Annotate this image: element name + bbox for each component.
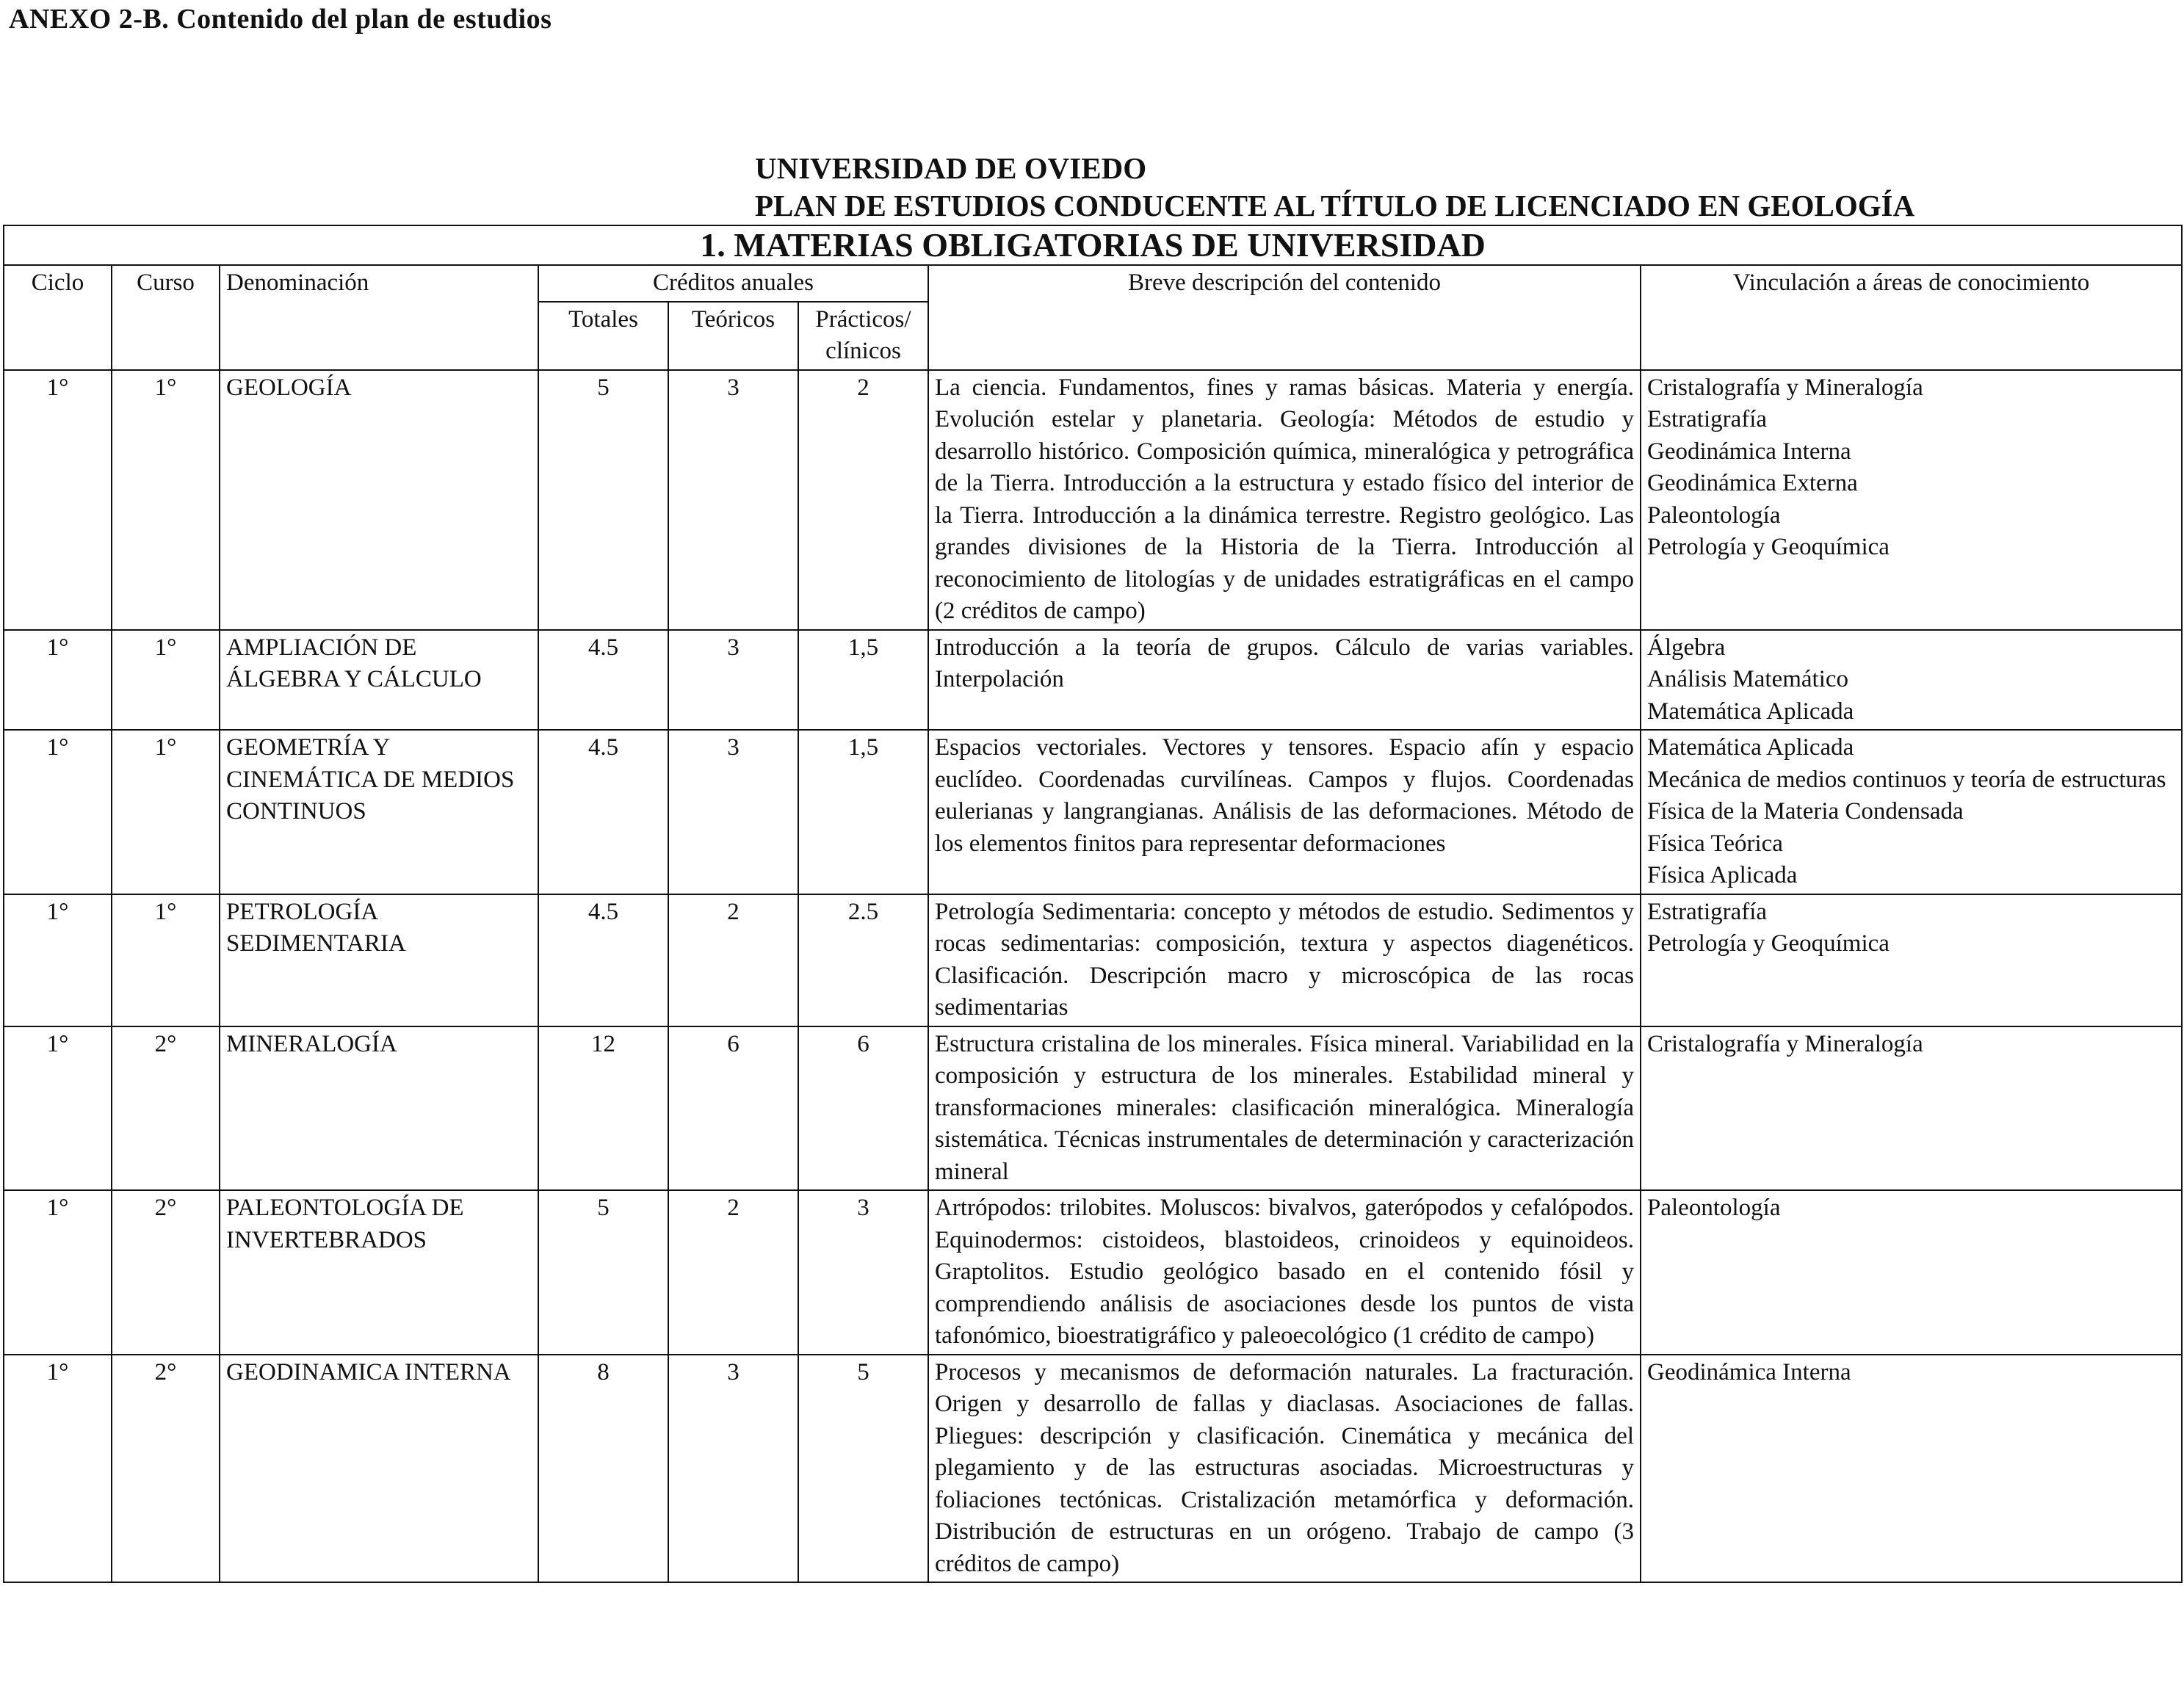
cell-denominacion: GEOLOGÍA bbox=[220, 370, 538, 630]
cell-descripcion: Introducción a la teoría de grupos. Cálculo de varias variables. Interpolación bbox=[928, 630, 1641, 731]
cell-teoricos: 6 bbox=[668, 1026, 798, 1191]
cell-ciclo: 1° bbox=[4, 894, 112, 1026]
area-item: Geodinámica Externa bbox=[1647, 470, 1858, 496]
cell-totales: 4.5 bbox=[538, 730, 668, 894]
table-row bbox=[4, 630, 2182, 731]
cell-practicos: 2 bbox=[798, 370, 928, 630]
cell-ciclo: 1° bbox=[4, 1355, 112, 1583]
cell-descripcion: Artrópodos: trilobites. Moluscos: bivalvos, gaterópodos y cefalópodos. Equinodermos: cistoideos, blastoideos, crinoideos y equinoideos. Graptolitos. Estudio geológico basado en el contenido fósil y comprendiendo análisis de asociaciones desde los puntos de vista tafonómico, bioestratigráfico y paleoecológico (1 crédito de campo) bbox=[928, 1190, 1641, 1355]
cell-areas bbox=[1641, 730, 2182, 894]
area-item: Mecánica de medios continuos y teoría de estructuras bbox=[1647, 766, 2166, 793]
area-item: Petrología y Geoquímica bbox=[1647, 930, 1890, 957]
area-item: Estratigrafía bbox=[1647, 898, 1768, 925]
table-row bbox=[4, 370, 2182, 630]
area-item: Paleontología bbox=[1647, 1195, 1781, 1221]
cell-teoricos: 3 bbox=[668, 730, 798, 894]
cell-areas bbox=[1641, 1026, 2182, 1191]
cell-areas bbox=[1641, 1190, 2182, 1355]
cell-ciclo: 1° bbox=[4, 1190, 112, 1355]
cell-totales: 5 bbox=[538, 370, 668, 630]
area-item: Matemática Aplicada bbox=[1647, 734, 1854, 761]
cell-practicos: 1,5 bbox=[798, 630, 928, 731]
table-body bbox=[4, 370, 2182, 1583]
area-item: Cristalografía y Mineralogía bbox=[1647, 374, 1923, 401]
cell-curso: 2° bbox=[112, 1026, 220, 1191]
header-practicos: Prácticos/ clínicos bbox=[798, 302, 928, 370]
header-curso: Curso bbox=[112, 265, 220, 370]
area-item: Petrología y Geoquímica bbox=[1647, 534, 1890, 560]
cell-totales: 8 bbox=[538, 1355, 668, 1583]
cell-teoricos: 2 bbox=[668, 1190, 798, 1355]
area-item: Matemática Aplicada bbox=[1647, 698, 1854, 725]
header-teoricos: Teóricos bbox=[668, 302, 798, 370]
area-item: Paleontología bbox=[1647, 501, 1781, 529]
cell-denominacion: AMPLIACIÓN DE ÁLGEBRA Y CÁLCULO bbox=[220, 630, 538, 731]
cell-practicos: 6 bbox=[798, 1026, 928, 1191]
table-row bbox=[4, 894, 2182, 1026]
area-item: Álgebra bbox=[1647, 634, 1726, 661]
cell-teoricos: 3 bbox=[668, 370, 798, 630]
table-row bbox=[4, 1026, 2182, 1191]
header-descripcion: Breve descripción del contenido bbox=[928, 265, 1641, 370]
cell-ciclo: 1° bbox=[4, 1026, 112, 1191]
header-ciclo: Ciclo bbox=[4, 265, 112, 370]
cell-curso: 2° bbox=[112, 1190, 220, 1355]
header-denominacion: Denominación bbox=[220, 265, 538, 370]
cell-practicos: 2.5 bbox=[798, 894, 928, 1026]
cell-totales: 12 bbox=[538, 1026, 668, 1191]
cell-areas bbox=[1641, 630, 2182, 731]
cell-teoricos: 3 bbox=[668, 1355, 798, 1583]
area-item: Física Teórica bbox=[1647, 830, 1783, 857]
cell-denominacion: GEODINAMICA INTERNA bbox=[220, 1355, 538, 1583]
table-row bbox=[4, 1355, 2182, 1583]
cell-areas bbox=[1641, 370, 2182, 630]
cell-teoricos: 2 bbox=[668, 894, 798, 1026]
table-row bbox=[4, 730, 2182, 894]
cell-descripcion: Estructura cristalina de los minerales. Física mineral. Variabilidad en la composición y estructura de los minerales. Estabilidad mineral y transformaciones minerales: clasificación mineralógica. Mineralogía sistemática. Técnicas instrumentales de determinación y caracterización mineral bbox=[928, 1026, 1641, 1191]
area-item: Física Aplicada bbox=[1647, 862, 1798, 888]
cell-curso: 1° bbox=[112, 630, 220, 731]
curriculum-table bbox=[3, 225, 2183, 1583]
cell-descripcion: Procesos y mecanismos de deformación naturales. La fracturación. Origen y desarrollo de fallas y diaclasas. Asociaciones de fallas. Pliegues: descripción y clasificación. Cinemática y mecánica del plegamiento y de las estructuras asociadas. Microestructuras y foliaciones tectónicas. Cristalización metamórfica y deformación. Distribución de estructuras en un orógeno. Trabajo de campo (3 créditos de campo) bbox=[928, 1355, 1641, 1583]
annex-title: ANEXO 2-B. Contenido del plan de estudios bbox=[9, 4, 552, 35]
cell-descripcion: La ciencia. Fundamentos, fines y ramas básicas. Materia y energía. Evolución estelar y planetaria. Geología: Métodos de estudio y desarrollo histórico. Composición química, mineralógica y petrográfica de la Tierra. Introducción a la estructura y estado físico del interior de la Tierra. Introducción a la dinámica terrestre. Registro geológico. Las grandes divisiones de la Historia de la Tierra. Introducción al reconocimiento de litologías y de unidades estratigráficas en el campo (2 créditos de campo) bbox=[928, 370, 1641, 630]
area-item: Cristalografía y Mineralogía bbox=[1647, 1030, 1923, 1057]
cell-curso: 1° bbox=[112, 894, 220, 1026]
table-row bbox=[4, 1190, 2182, 1355]
cell-totales: 4.5 bbox=[538, 630, 668, 731]
cell-denominacion: GEOMETRÍA Y CINEMÁTICA DE MEDIOS CONTINUOS bbox=[220, 730, 538, 894]
cell-practicos: 5 bbox=[798, 1355, 928, 1583]
area-item: Geodinámica Interna bbox=[1647, 438, 1851, 465]
cell-ciclo: 1° bbox=[4, 730, 112, 894]
section-title: 1. MATERIAS OBLIGATORIAS DE UNIVERSIDAD bbox=[4, 225, 2182, 265]
cell-descripcion: Espacios vectoriales. Vectores y tensores. Espacio afín y espacio euclídeo. Coordenadas curvilíneas. Campos y flujos. Coordenadas eulerianas y langrangianas. Análisis de las deformaciones. Método de los elementos finitos para representar deformaciones bbox=[928, 730, 1641, 894]
cell-totales: 5 bbox=[538, 1190, 668, 1355]
header-vinculacion: Vinculación a áreas de conocimiento bbox=[1641, 265, 2182, 370]
area-item: Análisis Matemático bbox=[1647, 666, 1849, 692]
cell-curso: 2° bbox=[112, 1355, 220, 1583]
cell-denominacion: MINERALOGÍA bbox=[220, 1026, 538, 1191]
header-creditos: Créditos anuales bbox=[538, 265, 928, 302]
cell-teoricos: 3 bbox=[668, 630, 798, 731]
cell-curso: 1° bbox=[112, 730, 220, 894]
header-totales: Totales bbox=[538, 302, 668, 370]
cell-ciclo: 1° bbox=[4, 370, 112, 630]
area-item: Estratigrafía bbox=[1647, 406, 1768, 432]
cell-curso: 1° bbox=[112, 370, 220, 630]
university-name: UNIVERSIDAD DE OVIEDO bbox=[755, 151, 1147, 185]
area-item: Física de la Materia Condensada bbox=[1647, 798, 1964, 825]
cell-areas bbox=[1641, 1355, 2182, 1583]
cell-practicos: 1,5 bbox=[798, 730, 928, 894]
cell-totales: 4.5 bbox=[538, 894, 668, 1026]
cell-denominacion: PALEONTOLOGÍA DE INVERTEBRADOS bbox=[220, 1190, 538, 1355]
area-item: Geodinámica Interna bbox=[1647, 1358, 1851, 1385]
cell-practicos: 3 bbox=[798, 1190, 928, 1355]
cell-descripcion: Petrología Sedimentaria: concepto y métodos de estudio. Sedimentos y rocas sedimentarias: composición, textura y aspectos diagenéticos. Clasificación. Descripción macro y microscópica de las rocas sedimentarias bbox=[928, 894, 1641, 1026]
cell-denominacion: PETROLOGÍA SEDIMENTARIA bbox=[220, 894, 538, 1026]
cell-ciclo: 1° bbox=[4, 630, 112, 731]
plan-title: PLAN DE ESTUDIOS CONDUCENTE AL TÍTULO DE LICENCIADO EN GEOLOGÍA bbox=[755, 189, 1915, 222]
cell-areas bbox=[1641, 894, 2182, 1026]
